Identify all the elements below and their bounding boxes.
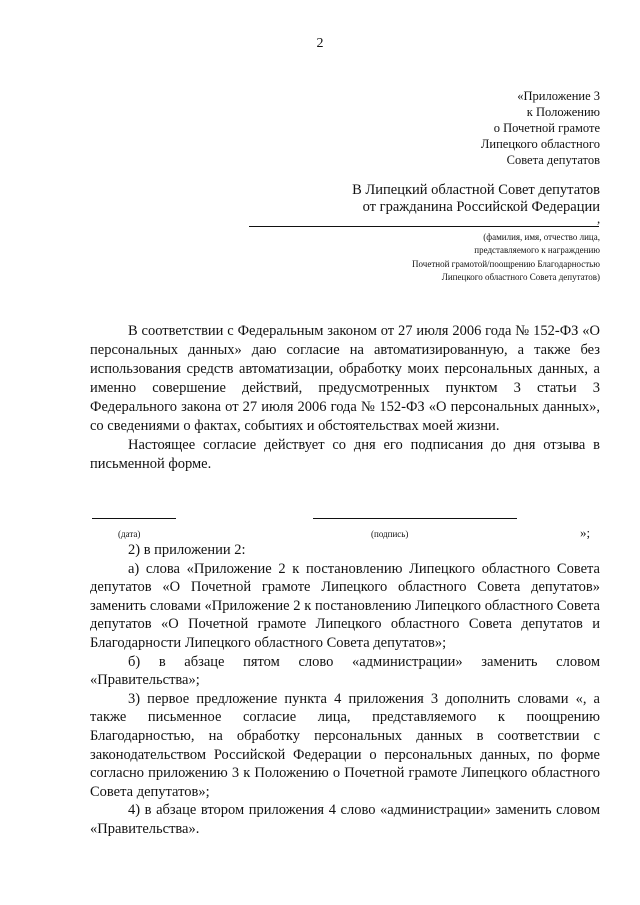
name-blank-line: [249, 213, 599, 227]
consent-paragraph: В соответствии с Федеральным законом от 27 июля 2006 года № 152-ФЗ «О персональных данных» даю согласие на автоматизированную, а также без использования средств автоматизации, обработку моих персональных данных, а именно совершение действий, предусмотренных пунктом 3 статьи 3 Федерального закона от 27 июля 2006 года № 152-ФЗ «О персональных данных», со сведениями о фактах, событиях и обстоятельствах моей жизни.: [90, 323, 600, 434]
amendment-item: 2) в приложении 2:: [128, 542, 246, 558]
appendix-line: Липецкого областного: [480, 137, 600, 151]
amendment-item: 4) в абзаце втором приложения 4 слово «администрации» заменить словом «Правительства».: [90, 802, 600, 837]
appendix-line: «Приложение 3: [517, 89, 600, 103]
caption-line: Почетной грамотой/поощрению Благодарностью: [412, 258, 600, 269]
caption-line: представляемого к награждению: [474, 245, 600, 256]
amendment-item: б) в абзаце пятом слово «администрации» заменить словом «Правительства»;: [90, 653, 600, 689]
name-blank-comma: ,: [597, 211, 601, 226]
caption-line: Липецкого областного Совета депутатов): [441, 271, 600, 282]
consent-paragraph: Настоящее согласие действует со дня его подписания до дня отзыва в письменной форме.: [90, 437, 600, 472]
caption-line: (фамилия, имя, отчество лица,: [483, 232, 600, 242]
closing-quote: »;: [580, 525, 591, 540]
addressee-line: от гражданина Российской Федерации: [362, 199, 600, 215]
addressee-block: [352, 182, 600, 216]
appendix-line: Совета депутатов: [506, 153, 600, 167]
amendments-text: [90, 541, 600, 839]
date-line: [92, 518, 176, 519]
addressee-line: В Липецкий областной Совет депутатов: [352, 182, 600, 198]
page-number: 2: [316, 36, 324, 51]
appendix-line: к Положению: [526, 105, 600, 119]
name-field-caption: [412, 231, 600, 284]
consent-text: [90, 322, 600, 474]
appendix-line: о Почетной грамоте: [493, 121, 600, 135]
appendix-header: [481, 88, 600, 168]
amendment-item: 3) первое предложение пункта 4 приложения 3 дополнить словами «, а также письменное согласие лица, представляемого к поощрению Благодарностью, на обработку персональных данных в соответствии с законодательством Российской Федерации о персональных данных, по форме согласно приложению 3 к Положению о Почетной грамоте Липецкого областного Совета депутатов»;: [90, 690, 600, 800]
signature-line: [313, 518, 517, 519]
date-caption: (дата): [118, 529, 141, 539]
signature-caption: (подпись): [371, 529, 409, 539]
amendment-item: а) слова «Приложение 2 к постановлению Липецкого областного Совета депутатов «О Почетной грамоте Липецкого областного Совета депутатов» заменить словами «Приложение 2 к постановлению Липецкого областного Совета депутатов «О Почетной грамоте Липецкого областного Совета депутатов и Благодарности Липецкого областного Совета депутатов»;: [90, 560, 600, 651]
